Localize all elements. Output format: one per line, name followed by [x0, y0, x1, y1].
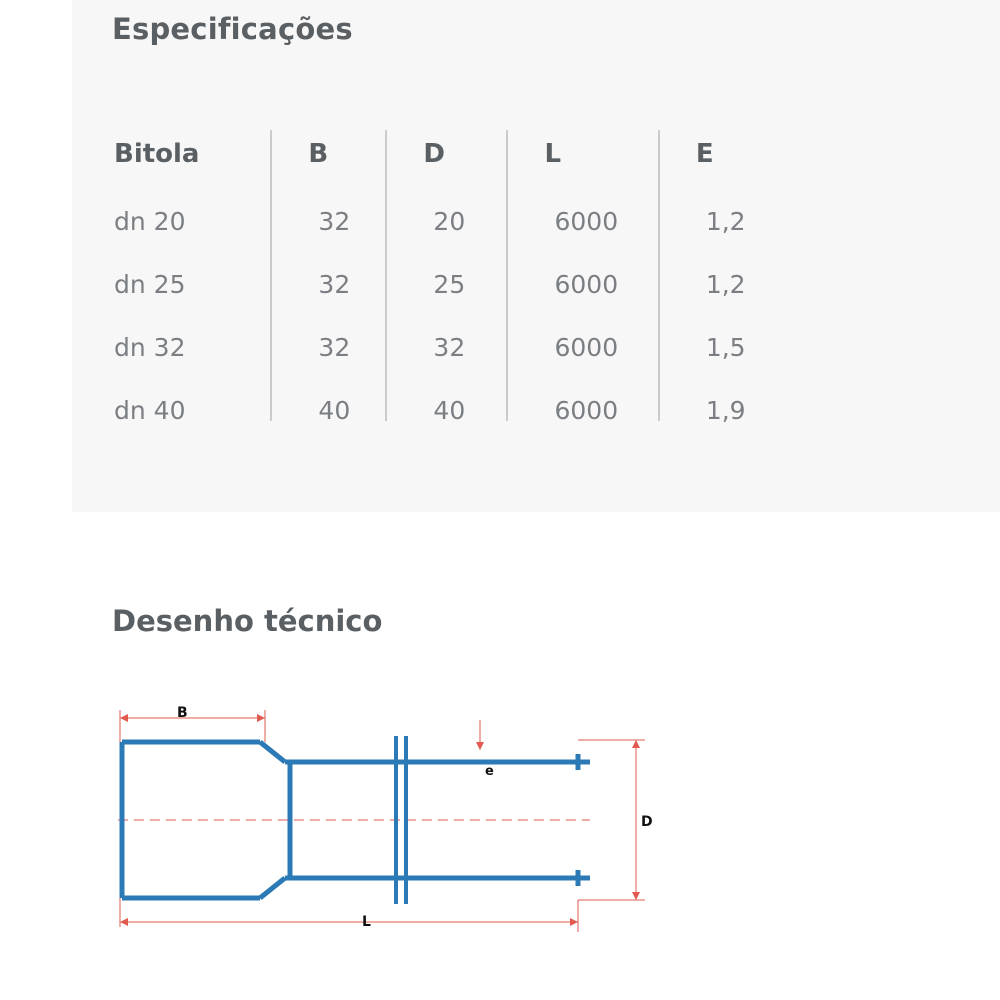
- dimension-label-d: D: [641, 814, 653, 830]
- cell-b: 32: [271, 253, 386, 316]
- cell-bitola: dn 20: [114, 207, 186, 236]
- cell-e: 1,5: [659, 316, 790, 379]
- column-header-b: B: [271, 118, 386, 190]
- cell-bitola: dn 25: [114, 270, 186, 299]
- table-row: [110, 379, 790, 442]
- cell-l: 6000: [507, 253, 658, 316]
- technical-drawing-section: [0, 512, 1000, 1000]
- column-header-l: L: [507, 118, 658, 190]
- table-row: [110, 316, 790, 379]
- cell-l: 6000: [507, 190, 658, 253]
- cell-l: 6000: [507, 316, 658, 379]
- dimension-label-e: e: [485, 764, 494, 779]
- pipe-diagram-svg: [100, 692, 700, 952]
- cell-e: 1,2: [659, 253, 790, 316]
- cell-e: 1,9: [659, 379, 790, 442]
- specifications-heading: Especificações: [112, 12, 353, 46]
- cell-l: 6000: [507, 379, 658, 442]
- cell-d: 20: [386, 190, 507, 253]
- column-header-d: D: [386, 118, 507, 190]
- technical-drawing-heading: Desenho técnico: [112, 604, 383, 638]
- cell-b: 40: [271, 379, 386, 442]
- cell-b: 32: [271, 316, 386, 379]
- column-header-e: E: [659, 118, 790, 190]
- dimension-label-b: B: [177, 705, 188, 721]
- dimension-label-l: L: [362, 914, 371, 930]
- cell-d: 40: [386, 379, 507, 442]
- table-header-row: [110, 118, 790, 190]
- technical-drawing-figure: [100, 692, 700, 952]
- specifications-panel: [72, 0, 1000, 512]
- cell-b: 32: [271, 190, 386, 253]
- cell-d: 32: [386, 316, 507, 379]
- cell-e: 1,2: [659, 190, 790, 253]
- table-row: [110, 190, 790, 253]
- cell-d: 25: [386, 253, 507, 316]
- table-row: [110, 253, 790, 316]
- cell-bitola: dn 32: [114, 333, 186, 362]
- specifications-table: [110, 118, 790, 442]
- column-header-bitola: Bitola: [114, 139, 200, 169]
- cell-bitola: dn 40: [114, 396, 186, 425]
